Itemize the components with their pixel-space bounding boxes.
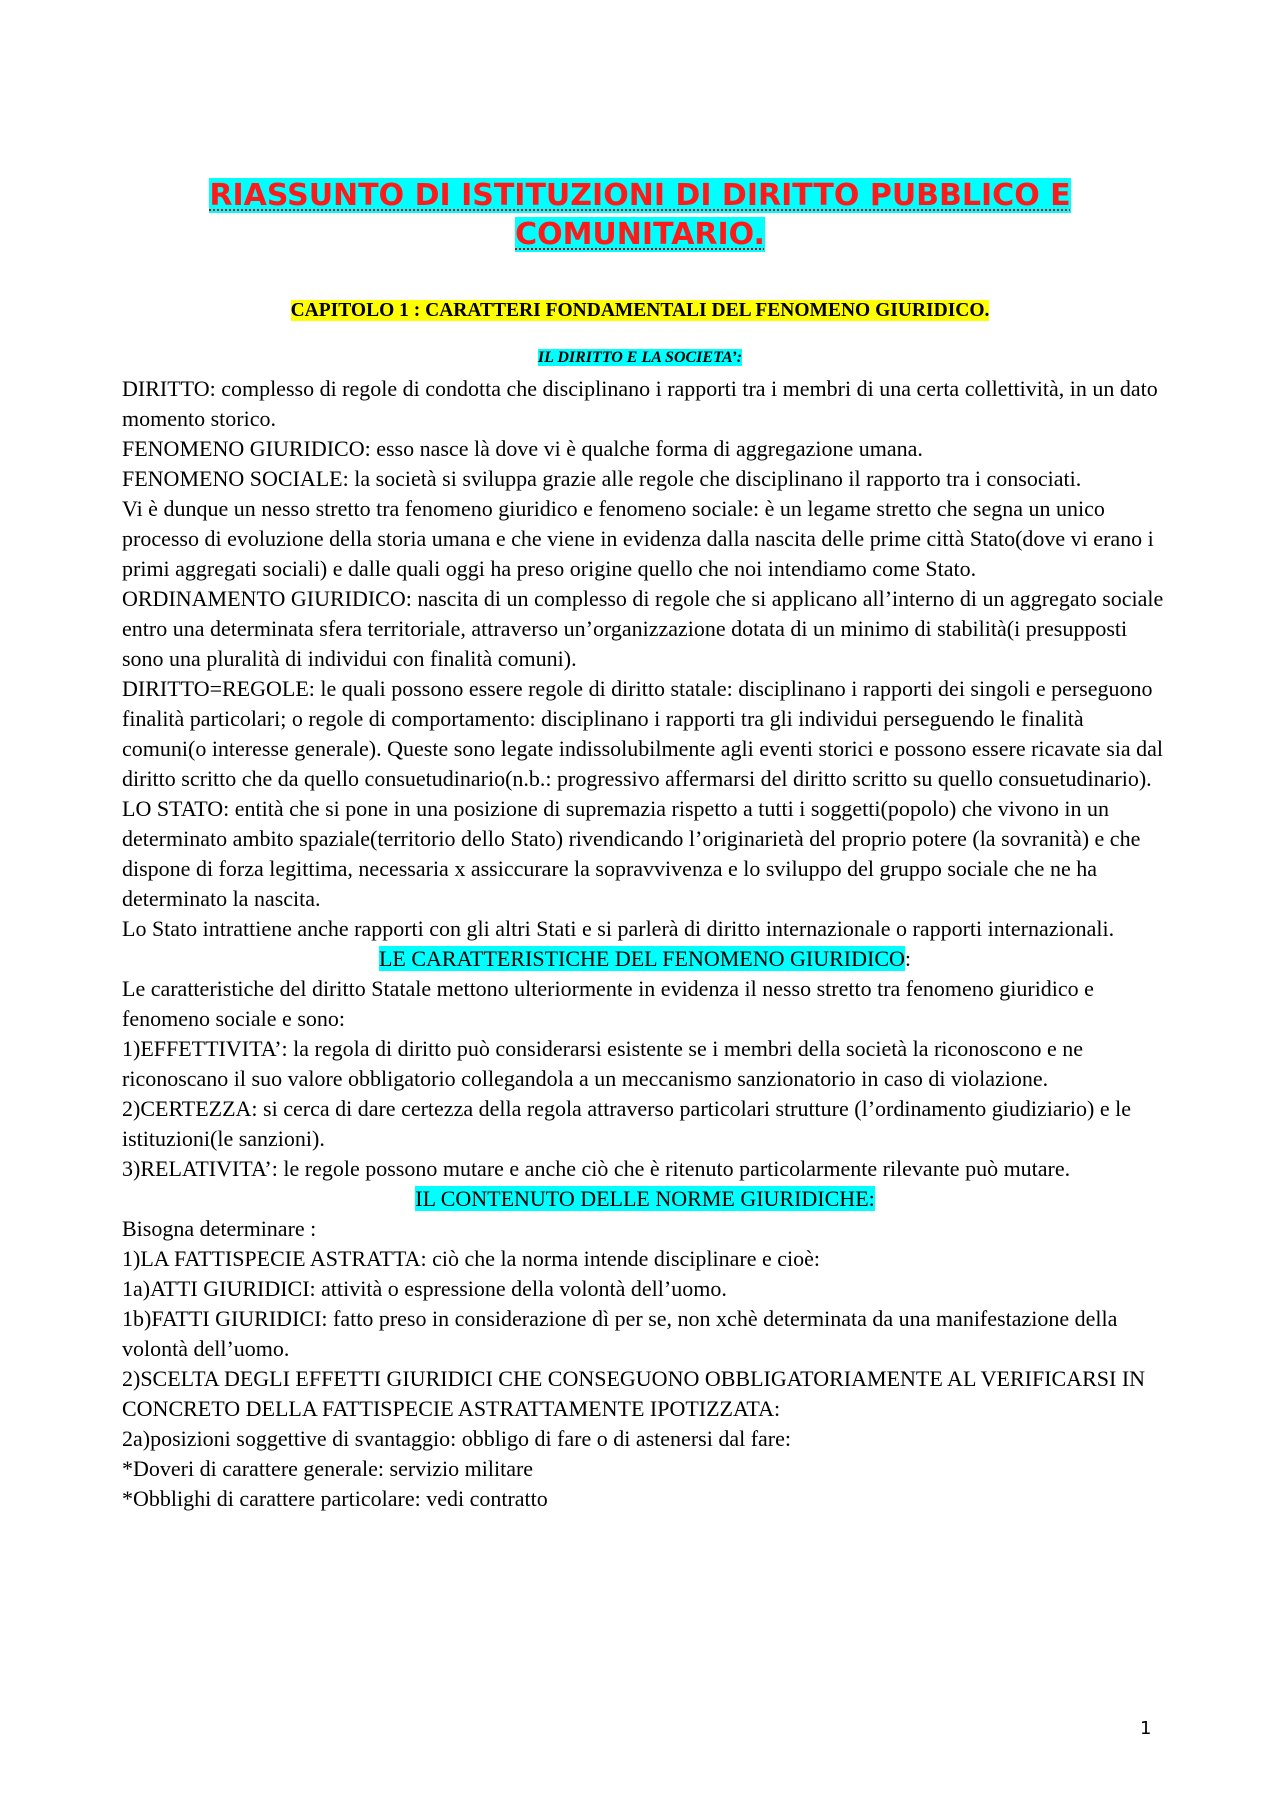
paragraph: *Obblighi di carattere particolare: vedi contratto [122,1486,548,1511]
section-heading-text: LE CARATTERISTICHE DEL FENOMENO GIURIDICO [378,946,905,971]
paragraph: FENOMENO SOCIALE: la società si sviluppa grazie alle regole che disciplinano il rapporto tra i consociati. [122,466,1082,491]
paragraph: DIRITTO: complesso di regole di condotta che disciplinano i rapporti tra i membri di una certa collettività, in un dato momento storico. [122,376,1158,431]
paragraph: 2a)posizioni soggettive di svantaggio: obbligo di fare o di astenersi dal fare: [122,1426,791,1451]
paragraph: DIRITTO=REGOLE: le quali possono essere regole di diritto statale: disciplinano i rapporti dei singoli e perseguono finalità particolari; o regole di comportamento: disciplinano i rapporti tra gli individui perseguendo le finalità comuni(o interesse generale). Queste sono legate indissolubilmente agli eventi storici e possono essere ricavate sia dal diritto scritto che da quello consuetudinario(n.b.: progressivo affermarsi del diritto scritto su quello consuetudinario). [122,676,1164,791]
section-heading-diritto-societa [122,347,1158,369]
paragraph: LO STATO: entità che si pone in una posizione di supremazia rispetto a tutti i soggetti(popolo) che vivono in un determinato ambito spaziale(territorio dello Stato) rivendicando l’originarietà del proprio potere (la sovranità) e che dispone di forza legittima, necessaria x assiccurare la sopravvivenza e lo sviluppo del gruppo sociale che ne ha determinato la nascita. [122,796,1141,911]
paragraph: 3)RELATIVITA’: le regole possono mutare e anche ciò che è ritenuto particolarmente rilevante può mutare. [122,1156,1071,1181]
paragraph: 1b)FATTI GIURIDICI: fatto preso in considerazione dì per se, non xchè determinata da una manifestazione della volontà dell’uomo. [122,1306,1118,1361]
section-heading-text: IL DIRITTO E LA SOCIETA’: [537,349,743,366]
document-title [122,176,1158,254]
title-line-2: COMUNITARIO. [515,217,765,252]
paragraph: ORDINAMENTO GIURIDICO: nascita di un complesso di regole che si applicano all’interno di un aggregato sociale entro una determinata sfera territoriale, attraverso un’organizzazione dotata di un minimo di stabilità(i presupposti sono una pluralità di individui con finalità comuni). [122,586,1164,671]
paragraph: 1)EFFETTIVITA’: la regola di diritto può considerarsi esistente se i membri della società la riconoscono e ne riconoscano il suo valore obbligatorio collegandola a un meccanismo sanzionatorio in caso di violazione. [122,1036,1084,1091]
paragraph: Lo Stato intrattiene anche rapporti con gli altri Stati e si parlerà di diritto internazionale o rapporti internazionali. [122,916,1115,941]
paragraph: 2)CERTEZZA: si cerca di dare certezza della regola attraverso particolari strutture (l’ordinamento giudiziario) e le istituzioni(le sanzioni). [122,1096,1131,1151]
paragraph: Vi è dunque un nesso stretto tra fenomeno giuridico e fenomeno sociale: è un legame stretto che segna un unico processo di evoluzione della storia umana e che viene in evidenza dalla nascita delle prime città Stato(dove vi erano i primi aggregati sociali) e dalle quali oggi ha preso origine quello che noi intendiamo come Stato. [122,496,1154,581]
title-line-1: RIASSUNTO DI ISTITUZIONI DI DIRITTO PUBBLICO E [209,178,1071,213]
paragraph: FENOMENO GIURIDICO: esso nasce là dove vi è qualche forma di aggregazione umana. [122,436,923,461]
section-heading-caratteristiche [122,944,1168,974]
paragraph: 1a)ATTI GIURIDICI: attività o espressione della volontà dell’uomo. [122,1276,727,1301]
chapter-heading [122,298,1158,324]
chapter-heading-text: CAPITOLO 1 : CARATTERI FONDAMENTALI DEL FENOMENO GIURIDICO. [290,300,990,321]
heading-colon: : [904,946,912,971]
paragraph: 2)SCELTA DEGLI EFFETTI GIURIDICI CHE CONSEGUONO OBBLIGATORIAMENTE AL VERIFICARSI IN CONCRETO DELLA FATTISPECIE ASTRATTAMENTE IPOTIZZATA: [122,1366,1146,1421]
document-body [122,374,1168,1514]
paragraph: 1)LA FATTISPECIE ASTRATTA: ciò che la norma intende disciplinare e cioè: [122,1246,821,1271]
paragraph: *Doveri di carattere generale: servizio militare [122,1456,534,1481]
section-heading-text: IL CONTENUTO DELLE NORME GIURIDICHE: [415,1186,875,1211]
paragraph: Le caratteristiche del diritto Statale mettono ulteriormente in evidenza il nesso stretto tra fenomeno giuridico e fenomeno sociale e sono: [122,976,1094,1031]
section-heading-contenuto [122,1184,1168,1214]
page-number: 1 [1140,1718,1152,1739]
paragraph: Bisogna determinare : [122,1216,317,1241]
